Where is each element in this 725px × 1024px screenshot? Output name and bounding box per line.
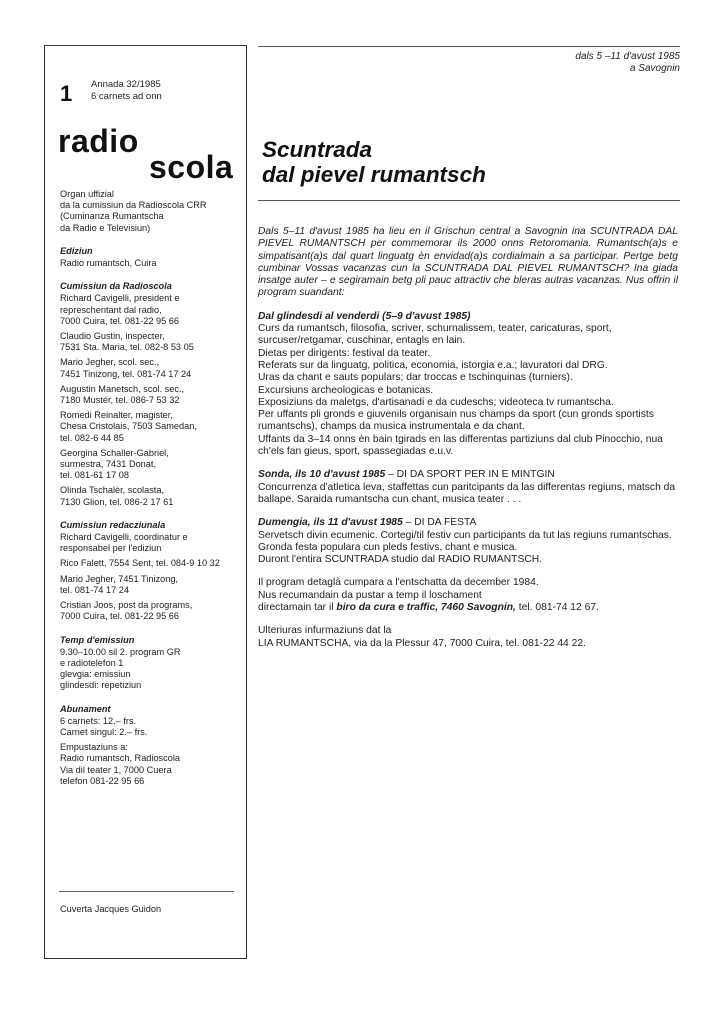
dumengia-subtitle: – DI DA FESTA xyxy=(402,517,477,529)
empustaziuns-line: Radio rumantsch, Radioscola xyxy=(60,753,181,764)
emissiun-line: 9.30–10.00 sil 2. program GR xyxy=(60,646,181,657)
masthead-scola: scola xyxy=(149,149,234,185)
redaction-member xyxy=(60,600,240,622)
empustaziuns-line: Via dil teater 1, 7000 Cuera xyxy=(60,764,172,775)
member-line: surmestra, 7431 Donat, xyxy=(60,459,157,470)
imprint xyxy=(60,189,240,787)
emissiun-line: e radiotelefon 1 xyxy=(60,657,124,668)
section-heading-cumissiun: Cumissiun da Radioscola xyxy=(60,281,172,292)
week-heading: Dal glindesdi al venderdi (5–9 d'avust 1985) xyxy=(258,310,471,322)
member-line: responsabel per l'ediziun xyxy=(60,543,162,554)
sonda-text: Concurrenza d'atletica leva, staffettas cun paritcipants da las differentas regiuns, matsch da ballape. Saraida rumantscha cun chant, musica teater . . . xyxy=(258,481,676,505)
booking-phone: tel. 081-74 12 67. xyxy=(515,602,599,614)
member-line: 7000 Cuira, tel. 081-22 95 66 xyxy=(60,611,180,622)
booking-prefix: directamain tar il xyxy=(258,602,337,614)
title-line: dal pievel rumantsch xyxy=(262,162,486,187)
cumissiun-member xyxy=(60,384,240,406)
member-line: Olinda Tschalèr, scolasta, xyxy=(60,485,165,496)
top-rule xyxy=(258,46,680,47)
program-item: Exposiziuns da maletgs, d'artisanadi e da cudeschs; videoteca tv rumantscha. xyxy=(258,396,614,408)
member-line: 7180 Mustér, tel. 086-7 53 32 xyxy=(60,395,180,406)
member-line: Mario Jegher, 7451 Tinizong, xyxy=(60,573,178,584)
dumengia-text: Duront l'entira SCUNTRADA studio dal RADIO RUMANTSCH. xyxy=(258,554,543,566)
member-line: 7000 Cuira, tel. 081-22 95 66 xyxy=(60,315,180,326)
title-line: Scuntrada xyxy=(262,137,373,162)
member-line: Mario Jegher, scol. sec., xyxy=(60,357,160,368)
member-line: tel. 082-6 44 85 xyxy=(60,432,124,443)
cumissiun-member xyxy=(60,410,240,444)
member-line: 7451 Tinizong, tel. 081-74 17 24 xyxy=(60,368,192,379)
emissiun-line: glindesdi: repetiziun xyxy=(60,680,142,691)
member-line: Rico Falett, 7554 Sent, tel. 084-9 10 32 xyxy=(60,558,220,569)
contact-line: LIA RUMANTSCHA, via da la Plessur 47, 7000 Cuira, tel. 081-22 44 22. xyxy=(258,637,586,649)
program-item: Uras da chant e sauts populars; dar troccas e tschinquinas (turniers). xyxy=(258,372,573,384)
dumengia-heading: Dumengia, ils 11 d'avust 1985 xyxy=(258,517,403,529)
cumissiun-member xyxy=(60,293,240,327)
abunament-line: 6 carnets: 12.– frs. xyxy=(60,715,137,726)
cumissiun-member xyxy=(60,448,240,482)
dateline-dates: dals 5 –11 d'avust 1985 xyxy=(575,51,680,62)
organ-line: (Cuminanza Rumantscha xyxy=(60,211,164,222)
member-line: Georgina Schaller-Gabriel, xyxy=(60,447,169,458)
sonda-heading: Sonda, ils 10 d'avust 1985 xyxy=(258,469,386,481)
member-line: Chesa Cristolais, 7503 Samedan, xyxy=(60,421,197,432)
contact-line: Ulteriuras infurmaziuns dat la xyxy=(258,625,392,637)
program-item: Curs da rumantsch, filosofia, scriver, schurnalissem, teater, caricaturas, sport, surcuser/retgamar, cuschinar, entagls en lain. xyxy=(258,323,612,347)
article-title xyxy=(262,137,486,187)
redaction-member xyxy=(60,532,240,554)
member-line: Richard Cavigelli, president e xyxy=(60,293,180,304)
organ-line: da la cumissiun da Radioscola CRR xyxy=(60,200,207,211)
sonda-program xyxy=(258,469,678,506)
program-item: Per uffants pli gronds e giuvenils organisain nus champs da sport (cun gronds sportists rumantschs), champs da musica instrumentala e da chant. xyxy=(258,409,654,433)
member-line: Richard Cavigelli, coordinatur e xyxy=(60,532,188,543)
member-line: tel. 081-61 17 08 xyxy=(60,470,129,481)
cumissiun-member xyxy=(60,485,240,507)
empustaziuns-line: Empustaziuns a: xyxy=(60,742,128,753)
title-rule xyxy=(258,200,680,201)
issue-number: 1 xyxy=(60,81,73,106)
cover-credit: Cuverta Jacques Guidon xyxy=(60,904,162,914)
dateline xyxy=(575,51,680,75)
booking-office: biro da cura e traffic, 7460 Savognin, xyxy=(336,602,516,614)
sonda-subtitle: – DI DA SPORT PER IN E MINTGIN xyxy=(385,469,555,481)
dumengia-program xyxy=(258,517,678,566)
emissiun-line: glevgia: emissiun xyxy=(60,669,131,680)
masthead-radio: radio xyxy=(58,123,139,159)
program-note: Il program detaglà cumpara a l'entschatta da december 1984. xyxy=(258,577,539,589)
section-heading-redacziunala: Cumissiun redacziunala xyxy=(60,519,166,530)
ediziun-text: Radio rumantsch, Cuira xyxy=(60,258,157,269)
redaction-member xyxy=(60,558,240,569)
issue-frequency: 6 carnets ad onn xyxy=(91,91,162,102)
member-line: 7531 Sta. Maria, tel. 082-8 53 05 xyxy=(60,342,194,353)
cumissiun-member xyxy=(60,357,240,379)
intro-paragraph: Dals 5–11 d'avust 1985 ha lieu en il Grischun central a Savognin ina SCUNTRADA DAL PIEVEL RUMANTSCH per commemorar ils 2000 onns Retoromania. Rumantsch(a)s e simpatisant(a)s dal quart linguatg èn envidad(a)s cordialmain a sa participar. Pertge betg cumbinar Vossas vacanzas cun la SCUNTRADA DAL PIEVEL RUMANTSCH? Ina giada insatge auter – e segiramain betg pli pauc attractiv che bleras autras vacanzas. Nus offrin il program suandant: xyxy=(258,226,678,299)
section-heading-abunament: Abunament xyxy=(60,703,111,714)
booking-info xyxy=(258,577,678,614)
contact-info xyxy=(258,625,678,650)
dumengia-text: Servetsch divin ecumenic. Cortegi/til festiv cun participants da tut las regiuns rumantschas. Gronda festa populara cun pleds festivs, chant e musica. xyxy=(258,529,672,553)
organ-line: da Radio e Televisiun) xyxy=(60,222,151,233)
section-heading-emissiun: Temp d'emissiun xyxy=(60,634,135,645)
sidebar-divider xyxy=(59,891,234,892)
empustaziuns-line: telefon 081-22 95 66 xyxy=(60,775,145,786)
organ-line: Organ uffizial xyxy=(60,189,114,199)
program-item: Excursiuns archeologicas e botanicas. xyxy=(258,384,434,396)
article-body xyxy=(258,226,678,650)
member-line: 7130 Glion, tel. 086-2 17 61 xyxy=(60,496,174,507)
member-line: Augustin Manetsch, scol. sec., xyxy=(60,383,185,394)
member-line: represchentant dal radio, xyxy=(60,304,162,315)
section-heading-ediziun: Ediziun xyxy=(60,245,93,256)
redaction-member xyxy=(60,574,240,596)
member-line: tel. 081-74 17 24 xyxy=(60,584,129,595)
week-program xyxy=(258,311,678,459)
program-item: Dietas per dirigents: festival da teater. xyxy=(258,347,431,359)
issue-year: Annada 32/1985 xyxy=(91,79,161,90)
dateline-place: a Savognin xyxy=(629,63,680,74)
abunament-line: Carnet singul: 2.– frs. xyxy=(60,726,148,737)
cumissiun-member xyxy=(60,331,240,353)
member-line: Romedi Reinalter, magister, xyxy=(60,410,173,421)
masthead-sidebar xyxy=(44,45,247,959)
program-item: Referats sur da linguatg, politica, economia, istorgia e.a.; lavuratori dal DRG. xyxy=(258,359,608,371)
program-note: Nus recumandain da pustar a temp il loschament xyxy=(258,589,482,601)
member-line: Claudio Gustin, inspecter, xyxy=(60,331,165,342)
member-line: Cristian Joos, post da programs, xyxy=(60,600,193,611)
program-item: Uffants da 3–14 onns èn bain tgirads en las differentas partiziuns dal club Pinocchio, nua ch'els fan gieus, sport, spassegiadas e.u.v. xyxy=(258,433,663,458)
issue-meta xyxy=(91,79,162,103)
